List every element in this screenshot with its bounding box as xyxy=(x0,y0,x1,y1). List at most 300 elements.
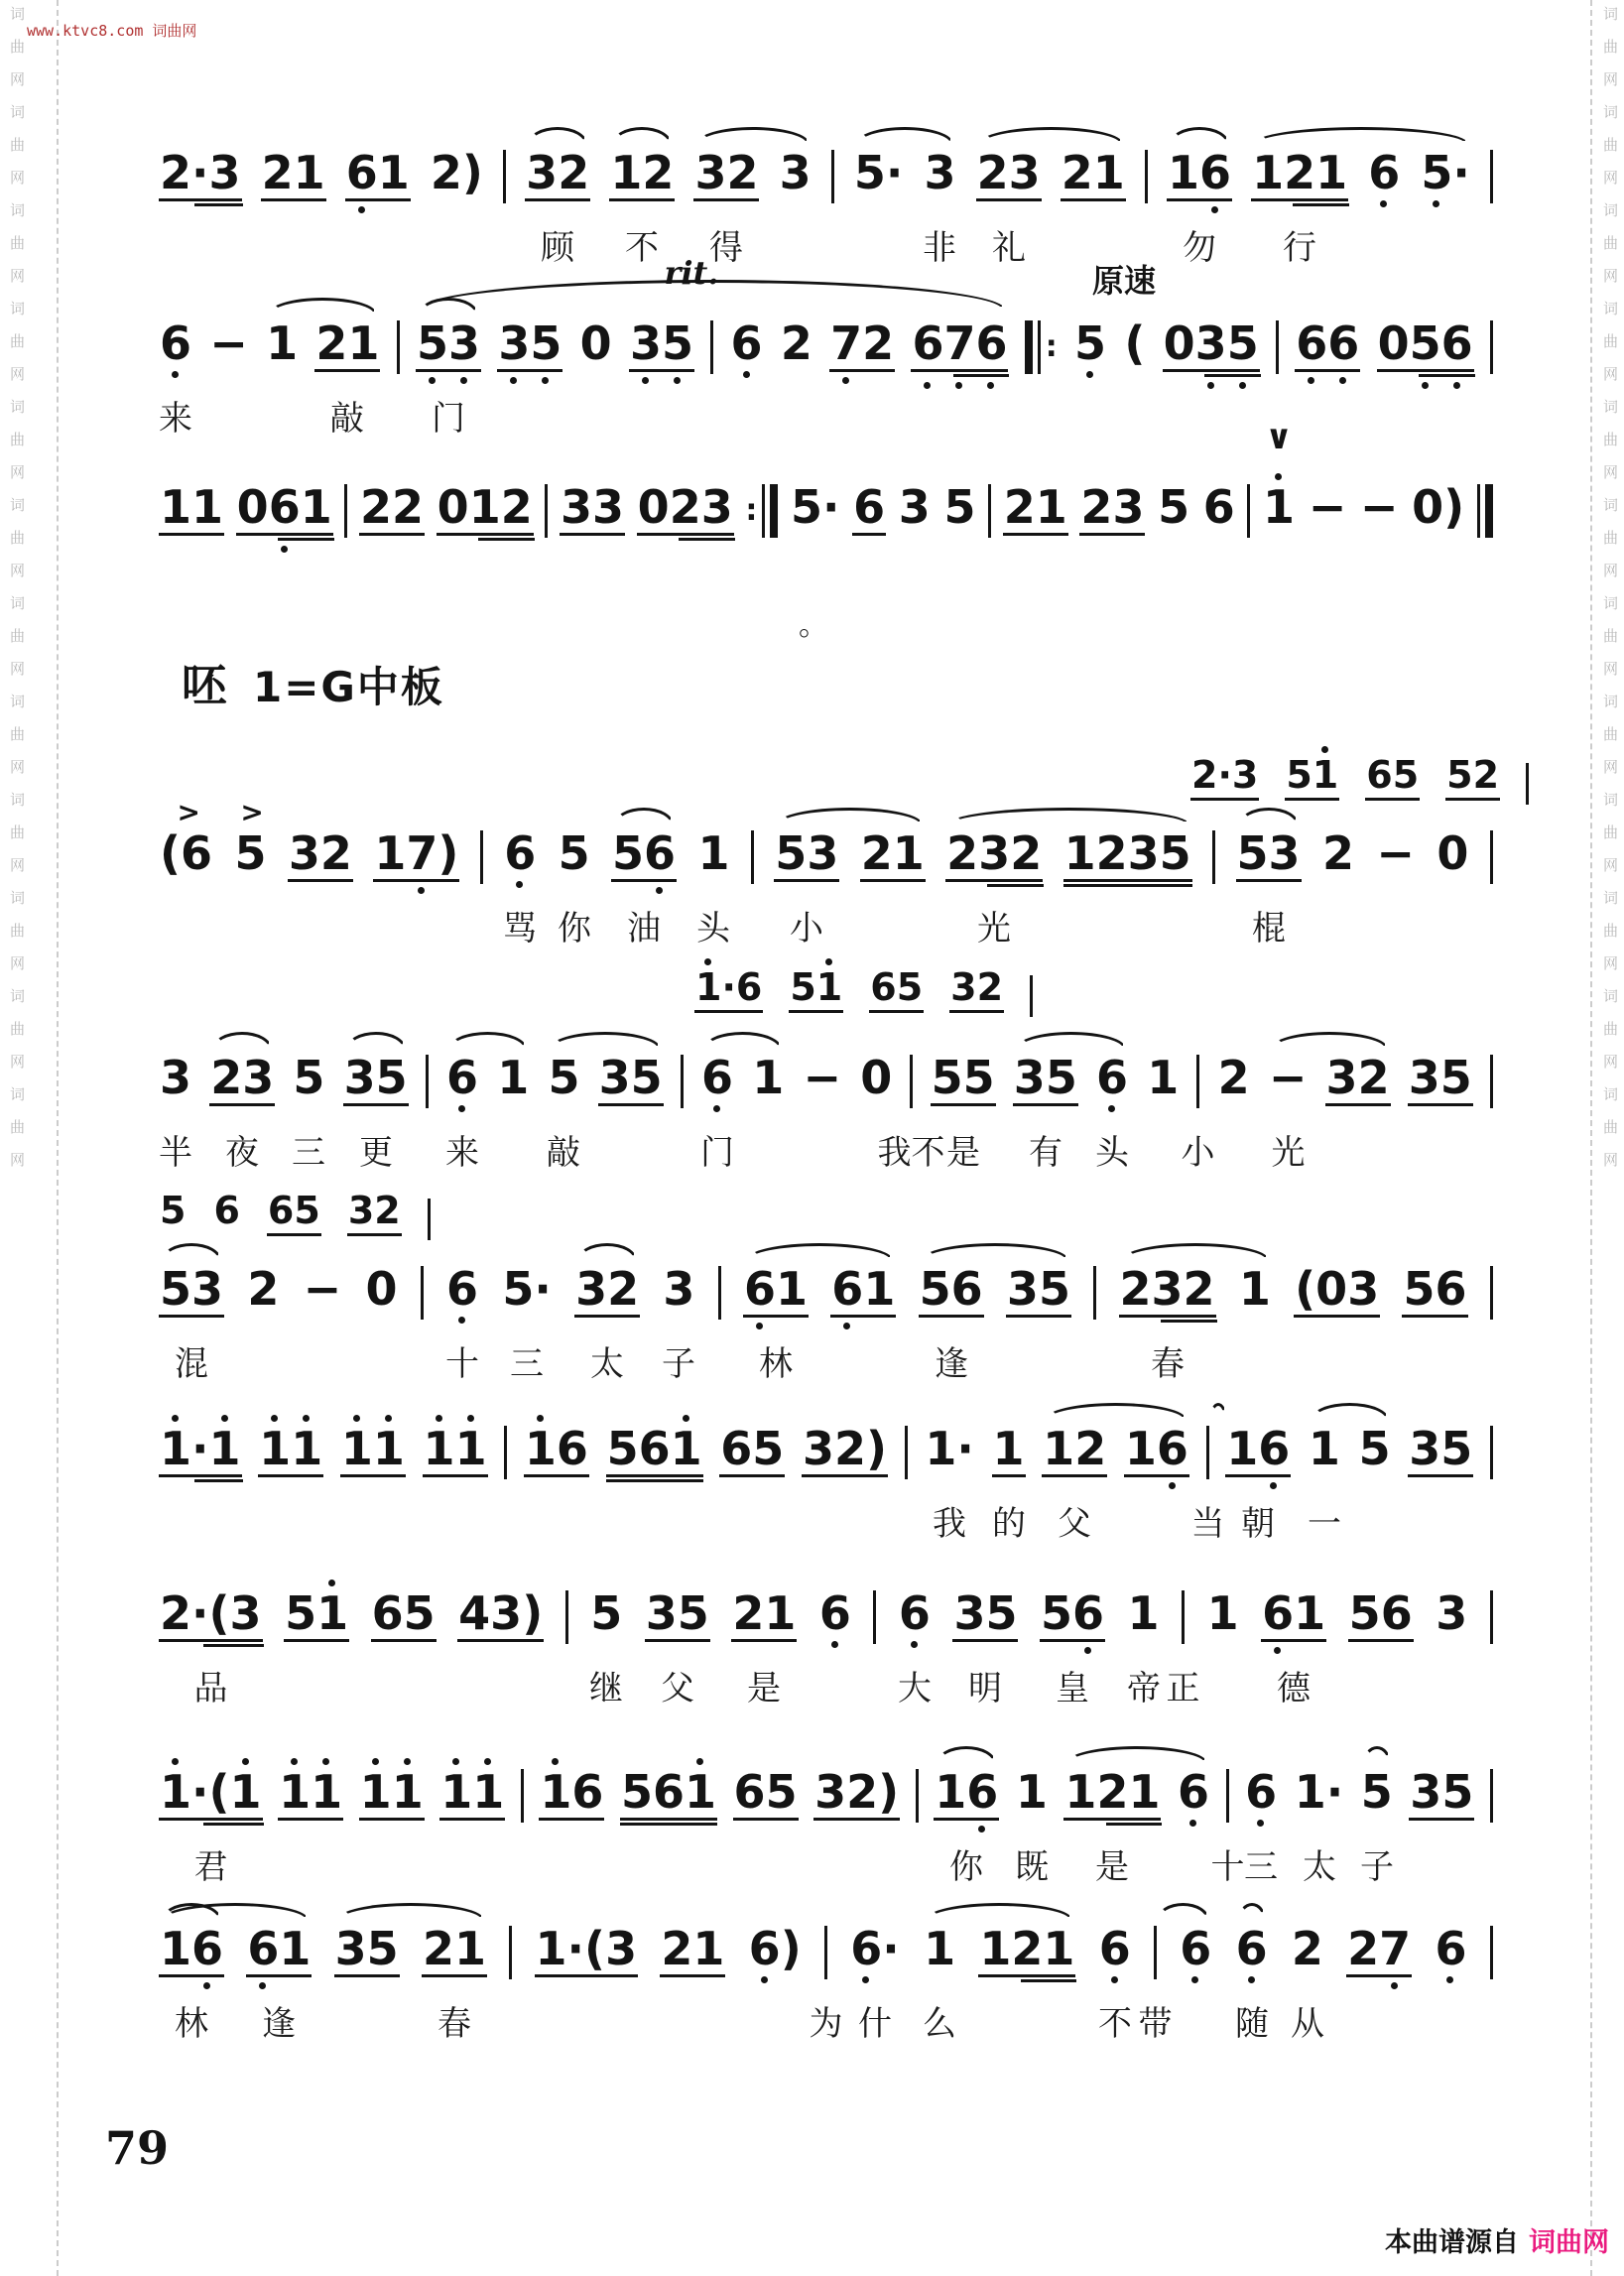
note-token xyxy=(497,316,562,372)
note-digit: 6 xyxy=(912,319,943,367)
note-digit: 1 xyxy=(892,826,925,880)
note-digit: − xyxy=(1268,1051,1308,1104)
note-digit: 1 xyxy=(191,480,224,534)
lyric-syllable: 棍 xyxy=(1252,909,1286,948)
note-token xyxy=(1063,1765,1161,1821)
note-token xyxy=(992,1422,1026,1477)
note-digits xyxy=(445,1051,479,1104)
note-digits xyxy=(923,146,956,199)
barline-stroke xyxy=(1093,1266,1096,1320)
note-digit: 1 xyxy=(1147,1051,1180,1104)
slur-arc xyxy=(937,1746,996,1763)
note-digit: · xyxy=(885,146,904,199)
barline xyxy=(1196,1054,1199,1109)
note-digit: 1 xyxy=(1043,1922,1075,1975)
low-octave-dot xyxy=(1257,1820,1264,1827)
slur-arc xyxy=(856,127,953,144)
note-digit: 1 xyxy=(1043,1422,1075,1475)
low-octave-dot xyxy=(429,377,436,384)
note-digit: 1 xyxy=(424,1425,455,1472)
note-digits xyxy=(934,1765,999,1821)
note-token xyxy=(949,965,1004,1024)
note-digit: 5 xyxy=(919,1262,951,1316)
note-token xyxy=(611,826,677,882)
note-digits xyxy=(898,1586,932,1640)
repeat-dots: : xyxy=(1045,329,1058,364)
note-digits xyxy=(496,1051,530,1104)
music-system xyxy=(159,418,1493,643)
note-digits xyxy=(261,146,326,201)
note-digit: 2 xyxy=(430,146,462,199)
barline xyxy=(344,483,347,539)
note-token xyxy=(976,146,1042,201)
note-digit: 6 xyxy=(735,965,763,1009)
barline xyxy=(421,1265,424,1321)
note-digit: 2 xyxy=(1217,1051,1250,1104)
note-digits xyxy=(416,316,481,372)
note-digits xyxy=(1015,1765,1049,1819)
note-digits xyxy=(645,1586,710,1642)
note-digit: 6 xyxy=(831,1265,863,1313)
note-digits xyxy=(1325,1051,1391,1106)
note-token xyxy=(1445,753,1500,812)
note-digit: 6 xyxy=(267,1189,295,1232)
note-digit: 1 xyxy=(540,1768,571,1816)
note-token xyxy=(662,1262,695,1316)
note-digit: 2 xyxy=(1080,480,1113,534)
note-digit: 1 xyxy=(266,316,299,370)
note-digit: 6 xyxy=(1262,1589,1294,1637)
barline xyxy=(504,1425,507,1480)
note-digit: 6 xyxy=(1441,319,1473,367)
note-digit: · xyxy=(566,1922,585,1975)
slur-arc xyxy=(346,1032,406,1049)
note-digits xyxy=(159,1922,224,1977)
note-digits xyxy=(919,1262,984,1318)
note-digits xyxy=(1123,316,1146,370)
note-digit: 3 xyxy=(953,1586,986,1640)
note-digit: 5 xyxy=(1441,1765,1474,1819)
note-token xyxy=(1365,753,1420,812)
note-digit: 3 xyxy=(1347,1262,1380,1316)
note-digit: · xyxy=(191,1422,209,1475)
note-digits xyxy=(1321,826,1355,880)
note-digits xyxy=(314,316,380,372)
note-digit: 5 xyxy=(1159,826,1191,880)
low-octave-dot xyxy=(1270,1482,1277,1489)
low-octave-dot xyxy=(1189,1820,1196,1827)
note-token xyxy=(430,146,484,199)
pickup-row xyxy=(1190,753,1529,812)
note-token xyxy=(1408,1051,1473,1106)
barline xyxy=(1025,319,1058,375)
note-token xyxy=(345,146,411,201)
note-digits xyxy=(1163,316,1260,372)
note-token xyxy=(1061,146,1126,201)
note-digits xyxy=(503,826,537,880)
note-digits xyxy=(700,1051,734,1104)
note-digits xyxy=(284,1586,349,1642)
note-token xyxy=(292,1051,325,1104)
note-digits xyxy=(1013,1051,1078,1106)
note-digits xyxy=(1308,1422,1341,1475)
note-token xyxy=(416,316,481,372)
note-digit: 3 xyxy=(288,826,320,880)
barline-stroke xyxy=(344,484,347,538)
barline-stroke xyxy=(1196,1055,1199,1108)
note-digit: ) xyxy=(878,1765,900,1819)
note-token xyxy=(789,965,843,1024)
barline-stroke xyxy=(762,484,765,538)
note-digit: ( xyxy=(1124,316,1146,370)
note-digits xyxy=(911,316,1008,372)
note-digits xyxy=(1003,480,1068,536)
notes-row xyxy=(159,1051,1493,1109)
note-digits xyxy=(1202,480,1236,534)
high-octave-dot xyxy=(452,1758,459,1765)
note-digit: 5 xyxy=(285,1586,317,1640)
note-digit: 2 xyxy=(669,480,701,534)
barline xyxy=(509,1925,512,1980)
note-digits xyxy=(267,1189,321,1236)
note-digits xyxy=(813,1765,900,1821)
note-token xyxy=(1411,480,1465,534)
credit-label: 本曲谱源自 xyxy=(1385,2227,1519,2258)
note-token xyxy=(813,1765,900,1821)
note-token xyxy=(694,965,763,1024)
note-digit: 1 xyxy=(497,1051,530,1104)
low-octave-dot xyxy=(656,887,663,894)
note-digit: 5 xyxy=(943,480,976,534)
note-digit: · xyxy=(191,1586,209,1640)
note-digit: 6 xyxy=(966,1768,998,1816)
low-octave-dot xyxy=(516,881,523,888)
music-system xyxy=(159,146,1493,268)
note-digit: 3 xyxy=(191,1262,224,1316)
note-digit: 1 xyxy=(311,1768,342,1816)
note-digit: 3 xyxy=(814,1765,847,1819)
note-digits xyxy=(1124,1422,1189,1477)
note-digit: 3 xyxy=(779,146,812,199)
note-digits xyxy=(829,316,895,372)
note-token xyxy=(1146,1051,1180,1104)
score-label-circ: 。 xyxy=(799,608,828,643)
low-octave-dot xyxy=(761,1976,768,1983)
note-digit: 3 xyxy=(1409,1422,1441,1475)
note-token xyxy=(849,1922,901,1975)
note-token xyxy=(1375,826,1416,880)
note-token xyxy=(1321,826,1355,880)
note-digit: 3 xyxy=(208,146,241,199)
note-digits xyxy=(1365,753,1420,801)
note-digit: 5 xyxy=(1421,149,1452,196)
note-digit: 3 xyxy=(630,319,662,367)
note-token xyxy=(730,316,764,370)
note-digit: · xyxy=(721,965,736,1009)
note-digit: 3 xyxy=(950,965,977,1009)
note-token xyxy=(1042,1422,1107,1477)
high-octave-dot xyxy=(1321,746,1328,753)
note-token xyxy=(159,1765,263,1821)
note-digit: 6 xyxy=(720,1422,753,1475)
note-digits xyxy=(278,1765,343,1821)
barline-stroke xyxy=(905,1426,908,1479)
note-digit: 7 xyxy=(406,829,437,877)
note-digit: 6 xyxy=(1178,1768,1209,1816)
note-digit: − xyxy=(803,1051,841,1104)
note-digit: 2 xyxy=(1191,753,1218,797)
note-digit: 1 xyxy=(1035,480,1067,534)
note-token xyxy=(303,1262,343,1316)
note-digit: 6 xyxy=(346,149,378,196)
note-digits xyxy=(992,1422,1026,1477)
high-octave-dot xyxy=(172,1415,179,1422)
note-token xyxy=(246,1922,312,1977)
note-digit: 2 xyxy=(607,1262,640,1316)
note-token xyxy=(598,1051,664,1106)
barline xyxy=(1490,1589,1493,1645)
note-digits xyxy=(159,1586,263,1642)
note-digit: 1 xyxy=(259,1425,291,1472)
note-token xyxy=(159,1189,187,1247)
note-token xyxy=(645,1586,710,1642)
high-octave-dot xyxy=(683,1415,689,1422)
note-digits xyxy=(1358,1422,1392,1475)
lyric-syllable: 是 xyxy=(946,1133,980,1173)
low-octave-dot xyxy=(674,377,681,384)
note-digit: 5 xyxy=(790,965,816,1009)
note-digit: 6 xyxy=(733,1765,766,1819)
low-octave-dot xyxy=(458,1317,465,1324)
note-digit: 6 xyxy=(850,1925,882,1972)
note-digit: 2 xyxy=(261,146,294,199)
note-digits xyxy=(1098,1922,1132,1975)
slur-arc xyxy=(528,127,587,144)
barline-stroke xyxy=(1490,1590,1493,1644)
lyric-syllable: 混 xyxy=(175,1344,208,1384)
note-digit: 5 xyxy=(530,319,562,367)
note-digits xyxy=(524,1422,589,1477)
note-digit: 3 xyxy=(807,826,839,880)
note-digits xyxy=(1225,1422,1291,1477)
note-token xyxy=(1179,1922,1212,1975)
slur-arc xyxy=(1122,1243,1269,1260)
notes-row xyxy=(159,1422,1493,1480)
note-digit: 1 xyxy=(1294,1765,1326,1819)
note-token xyxy=(445,1262,479,1316)
note-token xyxy=(1127,1586,1161,1640)
lyric-syllable: 林 xyxy=(759,1344,793,1384)
page-number: 79 xyxy=(105,2121,170,2175)
note-digits xyxy=(159,480,224,536)
note-digit: · xyxy=(191,1765,209,1819)
note-digits xyxy=(620,1765,717,1821)
note-digits xyxy=(952,1586,1018,1642)
low-octave-dot xyxy=(743,371,750,378)
note-digit: 5 xyxy=(1074,319,1106,367)
lyric-syllable: 三 xyxy=(510,1344,544,1384)
note-digit: 5 xyxy=(160,1189,187,1232)
note-digits xyxy=(1348,1586,1414,1642)
note-digits xyxy=(1095,1051,1129,1104)
barline-stroke xyxy=(509,1926,512,1979)
note-token xyxy=(288,826,353,882)
lyric-syllable: 敲 xyxy=(547,1133,580,1173)
note-digits xyxy=(208,316,249,370)
left-margin-line xyxy=(57,0,59,2276)
note-digits xyxy=(497,316,562,372)
score-label-breath: ∨ xyxy=(1265,418,1293,457)
note-token xyxy=(1098,1922,1132,1975)
note-token xyxy=(364,1262,398,1316)
note-digit: 1 xyxy=(610,146,643,199)
note-digit: 5 xyxy=(630,1051,663,1104)
pickup-row xyxy=(694,965,1033,1024)
note-digit: 1 xyxy=(1263,483,1295,531)
note-token xyxy=(700,1051,734,1104)
barline-stroke xyxy=(1276,320,1279,374)
note-digit: 1 xyxy=(374,826,407,880)
note-token xyxy=(159,796,213,880)
note-digit: 3 xyxy=(694,146,727,199)
low-octave-dot xyxy=(281,546,288,553)
note-digits xyxy=(347,1189,402,1236)
notes-row xyxy=(159,146,1493,204)
high-octave-dot xyxy=(303,1415,310,1422)
note-digits xyxy=(751,1051,785,1104)
note-token xyxy=(1095,1051,1129,1104)
note-digit: 6 xyxy=(950,1262,983,1316)
note-token xyxy=(212,1189,240,1247)
note-digit: 0 xyxy=(236,480,269,534)
note-digits xyxy=(501,1262,553,1316)
note-digit: 5 xyxy=(417,319,448,367)
note-digit: 2 xyxy=(558,146,590,199)
note-digit: 5 xyxy=(612,826,645,880)
note-digit: 1 xyxy=(979,1922,1012,1975)
note-digits xyxy=(1268,1051,1309,1104)
note-token xyxy=(422,1922,487,1977)
note-token xyxy=(1206,1586,1240,1640)
high-octave-dot xyxy=(1275,473,1282,480)
note-digits xyxy=(423,1422,488,1477)
note-digit: 1 xyxy=(695,968,721,1008)
note-token xyxy=(560,480,625,536)
note-digit: 1 xyxy=(341,1425,373,1472)
note-digit: − xyxy=(303,1262,342,1316)
note-digit: 5 xyxy=(677,1586,709,1640)
barline-stroke xyxy=(1030,975,1033,1017)
note-digits xyxy=(719,1422,785,1477)
note-digits xyxy=(1079,480,1145,536)
note-digits xyxy=(558,826,591,880)
note-token xyxy=(1040,1586,1105,1642)
note-digit: 6 xyxy=(1258,1425,1290,1472)
note-token xyxy=(1360,1765,1394,1819)
note-digits xyxy=(265,316,299,370)
note-digits xyxy=(303,1262,343,1316)
score-label-rit: rit. xyxy=(664,254,719,292)
slur-arc xyxy=(612,127,672,144)
note-digit: 1 xyxy=(1226,1422,1259,1475)
lyric-syllable: 更 xyxy=(359,1133,393,1173)
lyric-syllable: 行 xyxy=(1283,228,1316,268)
note-digits xyxy=(802,1422,888,1477)
note-digit: 5 xyxy=(606,1422,639,1475)
notes-row xyxy=(159,1262,1493,1321)
note-digits xyxy=(422,1922,487,1977)
lyric-syllable: 头 xyxy=(1095,1133,1129,1173)
note-token xyxy=(609,146,675,201)
note-digits xyxy=(1261,1586,1326,1642)
note-digit: 5 xyxy=(896,965,924,1009)
barline xyxy=(1526,756,1529,812)
slur-arc xyxy=(1311,1403,1389,1420)
note-token xyxy=(373,826,459,882)
lyric-syllable: 逢 xyxy=(935,1344,968,1384)
note-digit: 3 xyxy=(526,146,559,199)
note-digits xyxy=(437,480,534,536)
low-octave-dot xyxy=(987,382,994,389)
note-token xyxy=(1003,480,1068,536)
note-digits xyxy=(1411,480,1465,534)
note-token xyxy=(1124,1422,1189,1477)
barline-stroke xyxy=(831,150,834,203)
note-digit: 2 xyxy=(860,826,893,880)
note-digits xyxy=(978,1922,1075,1977)
note-digit: 0 xyxy=(1315,1262,1348,1316)
note-token xyxy=(1225,1422,1291,1477)
lyric-syllable: 明 xyxy=(968,1669,1002,1708)
note-digit: 1 xyxy=(1124,1422,1157,1475)
note-digits xyxy=(1359,480,1400,534)
note-digits xyxy=(818,1586,852,1640)
note-digits xyxy=(1360,1765,1394,1819)
note-digit: 3 xyxy=(663,1262,695,1316)
note-digit: − xyxy=(1308,480,1347,534)
score-label-tempo: 原速 xyxy=(1091,262,1157,300)
note-digit: 2 xyxy=(946,826,979,880)
note-digit: 6 xyxy=(571,1765,604,1819)
note-token xyxy=(1157,480,1190,534)
note-digit: 1 xyxy=(347,316,380,370)
music-system xyxy=(159,965,1493,1173)
note-digits xyxy=(748,1922,803,1975)
lyric-syllable: 是 xyxy=(747,1669,781,1708)
note-token xyxy=(923,1922,956,1975)
lyric-syllable: 的 xyxy=(992,1504,1026,1544)
note-digit: 6 xyxy=(853,480,886,534)
note-token xyxy=(790,480,841,534)
note-digits xyxy=(1006,1262,1071,1318)
note-digit: 2 xyxy=(1291,1922,1323,1975)
note-digit: 3 xyxy=(1112,480,1145,534)
note-token xyxy=(606,1422,703,1477)
note-digit: 3 xyxy=(898,480,931,534)
note-digits xyxy=(924,1422,975,1475)
note-digits xyxy=(1435,1586,1468,1640)
note-token xyxy=(501,1262,553,1316)
lyric-syllable: 林 xyxy=(175,2004,208,2044)
note-digit: 1 xyxy=(1238,1262,1271,1316)
barline-stroke xyxy=(1490,830,1493,884)
note-digit: 5 xyxy=(765,1765,798,1819)
note-token xyxy=(579,316,613,370)
note-digit: 6 xyxy=(744,1265,776,1313)
note-token xyxy=(159,1422,242,1477)
note-digit: 5 xyxy=(558,826,590,880)
barline-stroke xyxy=(1490,1266,1493,1320)
